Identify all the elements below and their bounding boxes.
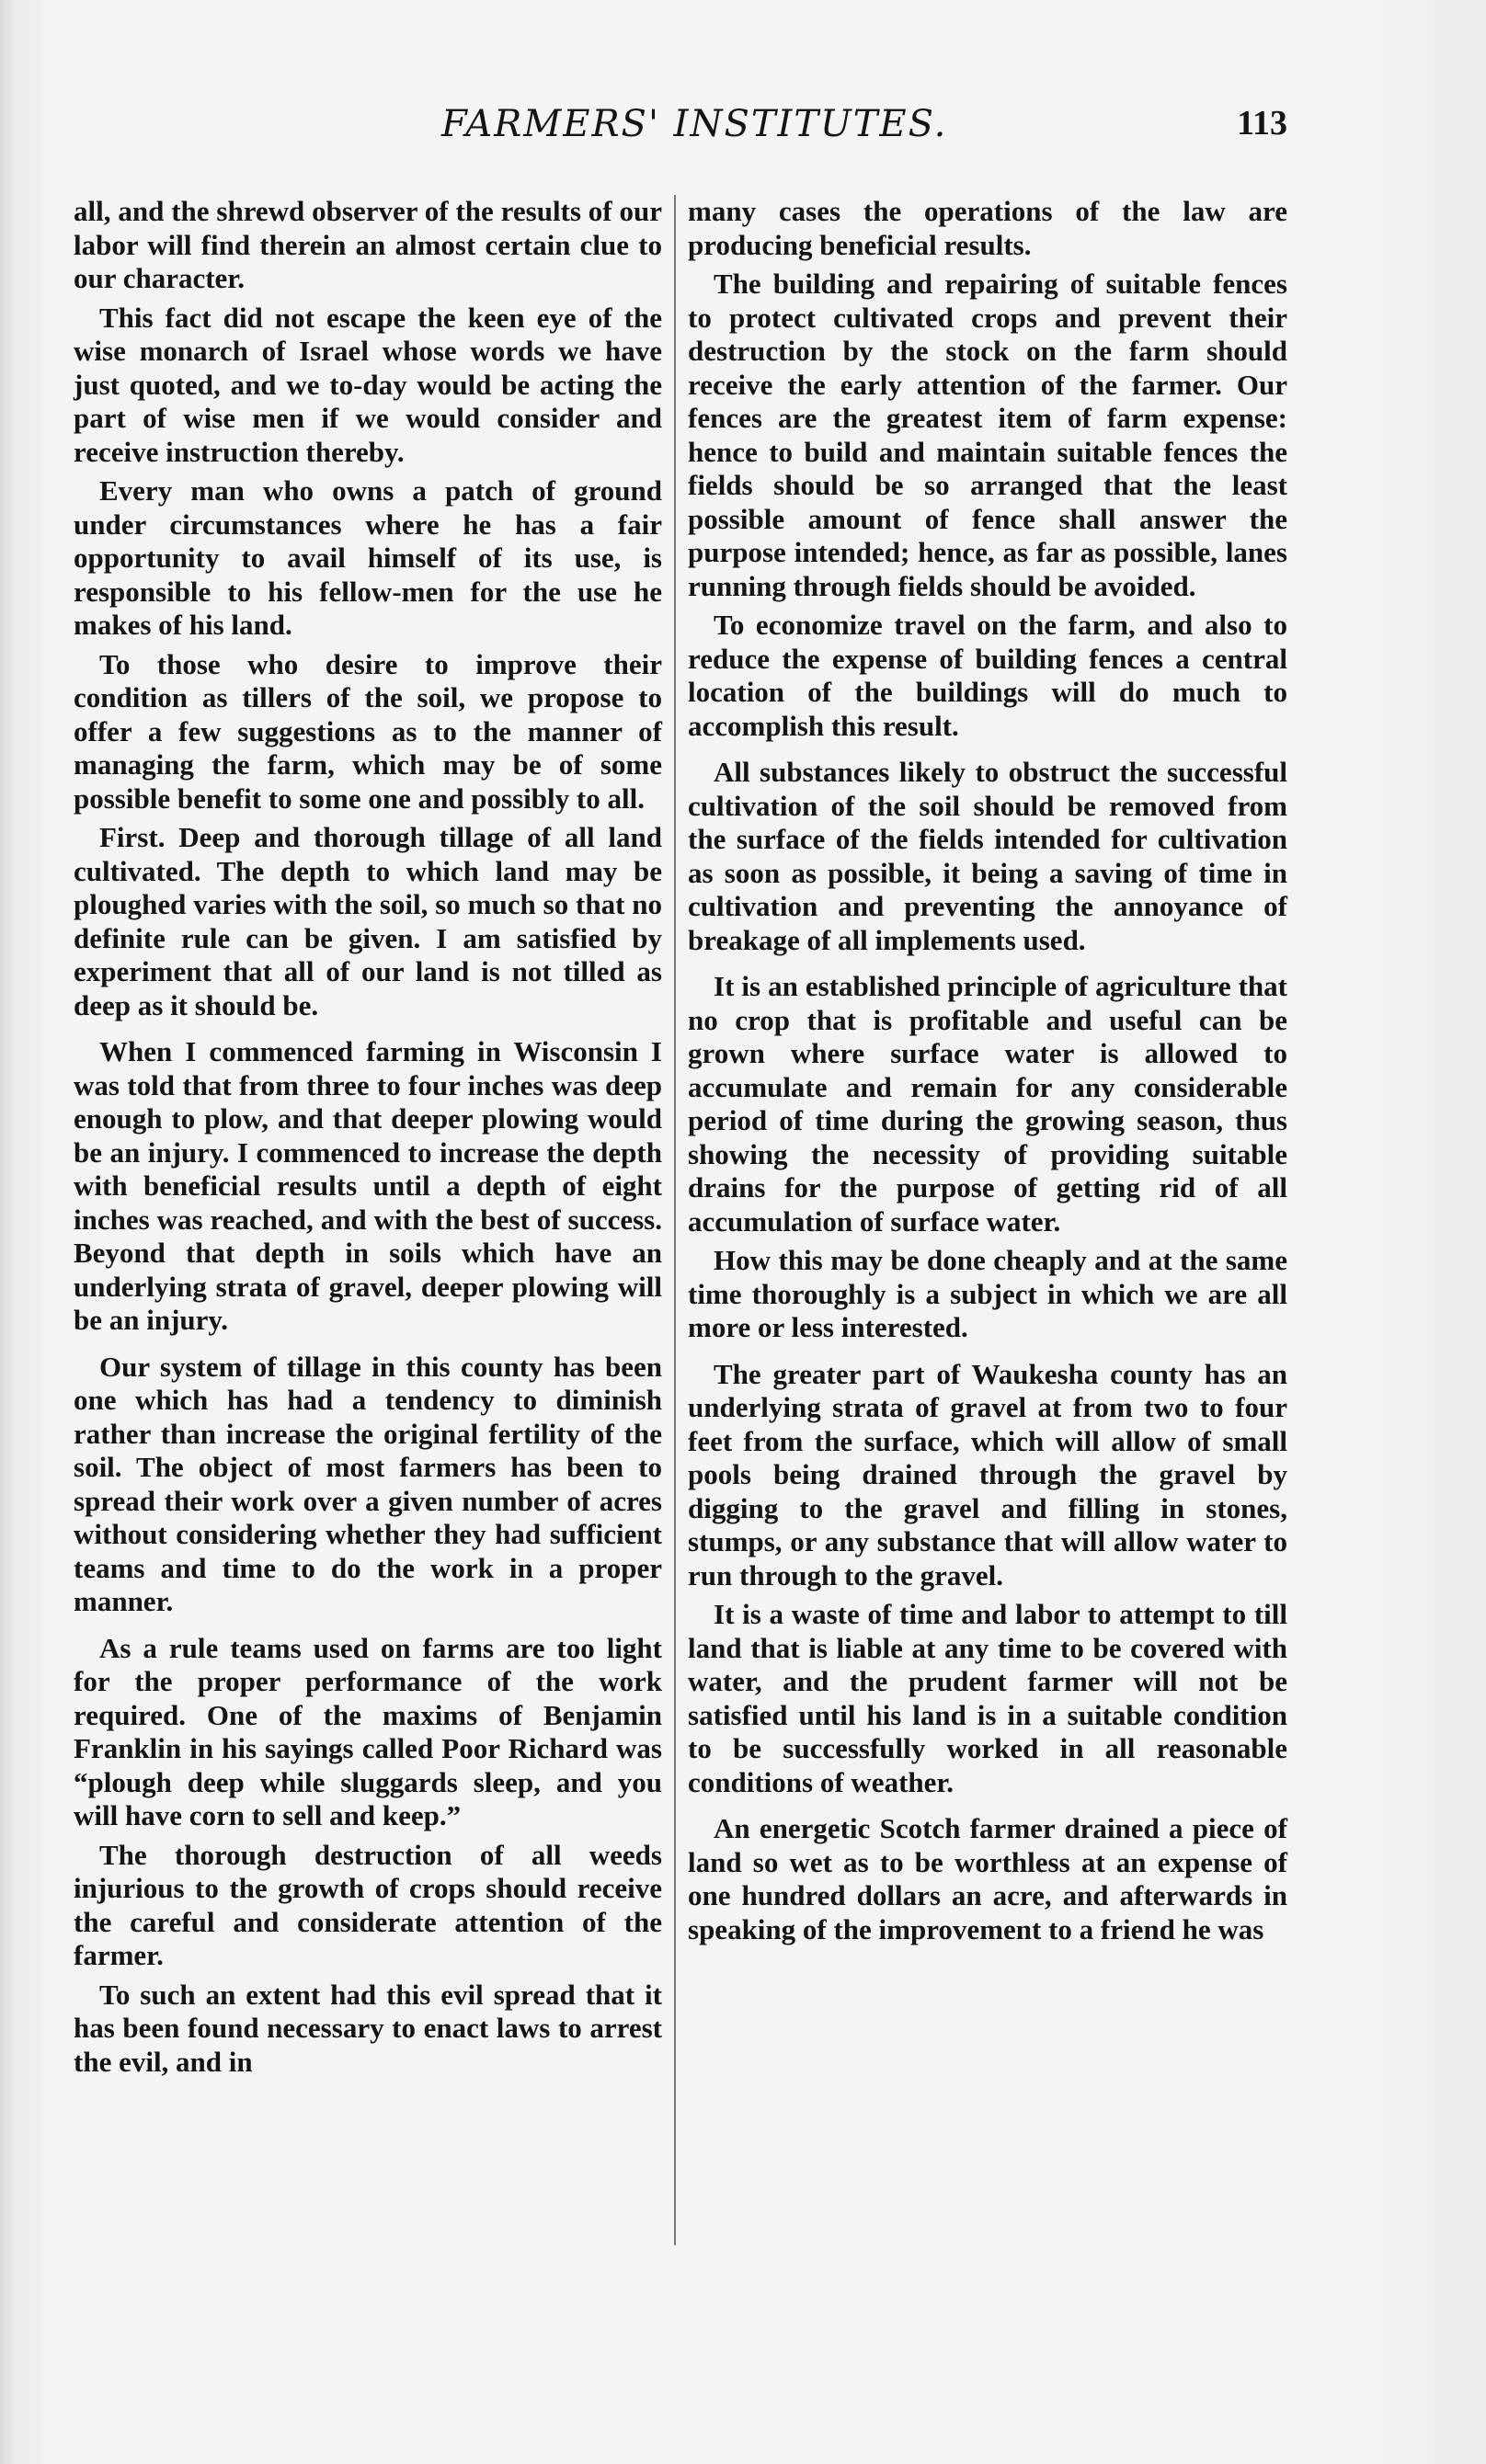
paragraph: All substances likely to obstruct the successful cultivation of the soil should be removed from the surface of the fields intended for cultivation as soon as possible, it being a saving of time in cultivation and preventing the annoyance of breakage of all implements used. (688, 756, 1287, 956)
paragraph: Our system of tillage in this county has been one which has had a tendency to diminish rather than increase the original fertility of the soil. The object of most farmers has been to spread their work over a given number of acres without considering whether they had sufficient teams and time to do the work in a proper manner. (74, 1350, 662, 1617)
left-column (74, 195, 662, 2084)
paragraph: It is a waste of time and labor to attempt to till land that is liable at any time to be covered with water, and the prudent farmer will not be satisfied until his land is in a suitable condition to be successfully worked in all reasonable conditions of weather. (688, 1598, 1287, 1798)
page-header (441, 103, 1287, 158)
paragraph: The building and repairing of suitable fences to protect cultivated crops and prevent their destruction by the stock on the farm should receive the early attention of the farmer. Our fences are the greatest item of farm expense: hence to build and maintain suitable fences the fields should be so arranged that the least possible amount of fence shall answer the purpose intended; hence, as far as possible, lanes running through fields should be avoided. (688, 268, 1287, 602)
paragraph: Every man who owns a patch of ground under circumstances where he has a fair opportunity to avail himself of its use, is responsible to his fellow-men for the use he makes of his land. (74, 474, 662, 641)
paragraph: First. Deep and thorough tillage of all land cultivated. The depth to which land may be ploughed varies with the soil, so much so that no definite rule can be given. I am satisfied by experiment that all of our land is not tilled as deep as it should be. (74, 821, 662, 1021)
paragraph: This fact did not escape the keen eye of the wise monarch of Israel whose words we have just quoted, and we to-day would be acting the part of wise men if we would consider and receive instruction thereby. (74, 301, 662, 468)
paragraph: The greater part of Waukesha county has an underlying strata of gravel at from two to four feet from the surface, which will allow of small pools being drained through the gravel by digging to the gravel and filling in stones, stumps, or any substance that will allow water to run through to the gravel. (688, 1357, 1287, 1591)
paragraph: The thorough destruction of all weeds injurious to the growth of crops should receive the careful and considerate attention of the farmer. (74, 1838, 662, 1971)
paragraph: many cases the operations of the law are producing beneficial results. (688, 195, 1287, 261)
paragraph: It is an established principle of agriculture that no crop that is profitable and useful can be grown where surface water is allowed to accumulate and remain for any considerable period of time during the growing season, thus showing the necessity of providing suitable drains for the purpose of getting rid of all accumulation of surface water. (688, 970, 1287, 1238)
page-number: 113 (1237, 104, 1287, 143)
right-column (688, 195, 1287, 1952)
paragraph: To those who desire to improve their condition as tillers of the soil, we propose to offer a few suggestions as to the manner of managing the farm, which may be of some possible benefit to some one and possibly to all. (74, 647, 662, 815)
paragraph: When I commenced farming in Wisconsin I was told that from three to four inches was deep enough to plow, and that deeper plowing would be an injury. I commenced to increase the depth with beneficial results until a depth of eight inches was reached, and with the best of success. Beyond that depth in soils which have an underlying strata of gravel, deeper plowing will be an injury. (74, 1035, 662, 1336)
paragraph: To such an extent had this evil spread that it has been found necessary to enact laws to arrest the evil, and in (74, 1978, 662, 2078)
paragraph: How this may be done cheaply and at the same time thoroughly is a subject in which we are all more or less interested. (688, 1244, 1287, 1343)
paragraph: As a rule teams used on farms are too light for the proper performance of the work required. One of the maxims of Benjamin Franklin in his sayings called Poor Richard was “plough deep while sluggards sleep, and you will have corn to sell and keep.” (74, 1631, 662, 1831)
paragraph: An energetic Scotch farmer drained a piece of land so wet as to be worthless at an expense of one hundred dollars an acre, and afterwards in speaking of the improvement to a friend he was (688, 1812, 1287, 1945)
paragraph: all, and the shrewd observer of the results of our labor will find therein an almost certain clue to our character. (74, 195, 662, 294)
running-title: FARMERS' INSTITUTES. (441, 103, 948, 145)
column-divider (674, 195, 676, 2245)
paragraph: To economize travel on the farm, and also to reduce the expense of building fences a central location of the buildings will do much to accomplish this result. (688, 609, 1287, 742)
